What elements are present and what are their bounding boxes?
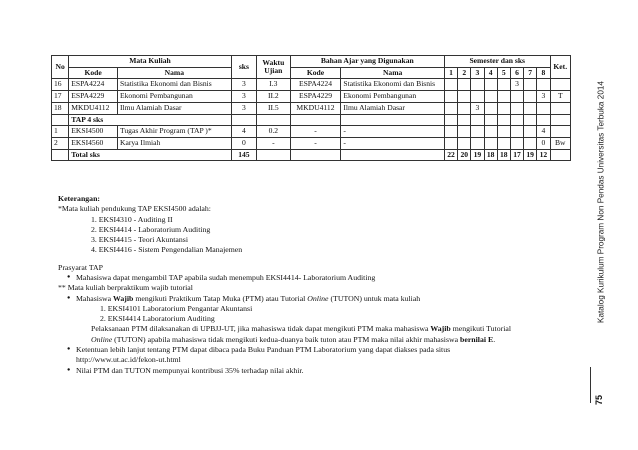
pendukung-item: 1. EKSI4310 - Auditing II xyxy=(91,214,173,224)
cell-sks: 4 xyxy=(231,126,256,138)
cell-sem-8: 0 xyxy=(537,138,550,150)
cell-sem-1 xyxy=(444,79,457,91)
cell-sem-3 xyxy=(471,126,484,138)
cell-ba-nama: Ilmu Alamiah Dasar xyxy=(341,102,445,114)
cell-blank xyxy=(52,114,69,126)
cell-sem-6 xyxy=(510,102,523,114)
cell-sem-2 xyxy=(458,138,471,150)
cell-blank xyxy=(52,149,69,161)
cell-kode: ESPA4224 xyxy=(69,79,118,91)
cell-no: 17 xyxy=(52,91,69,103)
cell-sem-2 xyxy=(458,102,471,114)
cell-sem-5 xyxy=(497,126,510,138)
header-sem-8: 8 xyxy=(537,67,550,79)
praktikum-item: 2. EKSI4414 Laboratorium Auditing xyxy=(100,314,215,324)
cell-ba-kode: - xyxy=(290,126,341,138)
prasyarat-item: ● Mahasiswa dapat mengambil TAP apabila sudah menempuh EKSI4414- Laboratorium Auditing xyxy=(58,273,558,283)
total-sem-4: 18 xyxy=(484,149,497,161)
header-nama: Nama xyxy=(117,67,231,79)
cell-sem-8: 3 xyxy=(537,91,550,103)
cell-blank xyxy=(231,114,256,126)
pendukung-item: 2. EKSI4414 - Laboratorium Auditing xyxy=(91,224,211,234)
cell-sem-4 xyxy=(484,79,497,91)
cell-sem-7 xyxy=(524,91,537,103)
praktikum-item: 1. EKSI4101 Laboratorium Pengantar Akuntansi xyxy=(100,303,253,313)
cell-blank xyxy=(550,114,570,126)
header-ket: Ket. xyxy=(550,56,570,79)
cell-sem-7 xyxy=(524,126,537,138)
cell-blank xyxy=(290,149,341,161)
cell-no: 1 xyxy=(52,126,69,138)
total-sem-7: 19 xyxy=(524,149,537,161)
total-sem-3: 19 xyxy=(471,149,484,161)
cell-sem-4 xyxy=(484,138,497,150)
cell-sem-5 xyxy=(497,102,510,114)
header-waktu-ujian: Waktu Ujian xyxy=(257,56,291,79)
cell-blank xyxy=(257,114,291,126)
cell-sem-7 xyxy=(524,102,537,114)
cell-blank xyxy=(471,114,484,126)
header-sem-7: 7 xyxy=(524,67,537,79)
header-mata-kuliah: Mata Kuliah xyxy=(69,56,231,68)
cell-blank xyxy=(257,149,291,161)
cell-blank xyxy=(341,114,445,126)
cell-sem-6: 3 xyxy=(510,79,523,91)
cell-ba-kode: ESPA4229 xyxy=(290,91,341,103)
header-sem-6: 6 xyxy=(510,67,523,79)
cell-sem-1 xyxy=(444,126,457,138)
cell-nama: Karya Ilmiah xyxy=(117,138,231,150)
cell-waktu: I.3 xyxy=(257,79,291,91)
header-bahan-ajar: Bahan Ajar yang Digunakan xyxy=(290,56,444,68)
cell-sem-1 xyxy=(444,91,457,103)
notes-section xyxy=(58,194,558,376)
tap-row xyxy=(52,138,571,150)
total-sem-5: 18 xyxy=(497,149,510,161)
cell-blank xyxy=(510,114,523,126)
cell-waktu: - xyxy=(257,138,291,150)
header-sem-2: 2 xyxy=(458,67,471,79)
cell-sks: 3 xyxy=(231,102,256,114)
cell-no: 2 xyxy=(52,138,69,150)
cell-ket xyxy=(550,79,570,91)
cell-sem-1 xyxy=(444,102,457,114)
wajib-bullet: ● Mahasiswa Wajib mengikuti Praktikum Tatap Muka (PTM) atau Tutorial Online (TUTON) untuk mata kuliah xyxy=(58,294,558,304)
tap-title: TAP 4 sks xyxy=(69,114,231,126)
cell-blank xyxy=(537,114,550,126)
cell-ba-kode: - xyxy=(290,138,341,150)
header-kode: Kode xyxy=(69,67,118,79)
cell-waktu: 0.2 xyxy=(257,126,291,138)
total-sks: 145 xyxy=(231,149,256,161)
cell-blank xyxy=(524,114,537,126)
total-label: Total sks xyxy=(69,149,231,161)
cell-ba-nama: - xyxy=(341,138,445,150)
cell-sem-3 xyxy=(471,91,484,103)
cell-ket: T xyxy=(550,91,570,103)
cell-waktu: II.5 xyxy=(257,102,291,114)
cell-nama: Ekonomi Pembangunan xyxy=(117,91,231,103)
cell-sem-4 xyxy=(484,126,497,138)
cell-nama: Statistika Ekonomi dan Bisnis xyxy=(117,79,231,91)
cell-ba-nama: Ekonomi Pembangunan xyxy=(341,91,445,103)
cell-blank xyxy=(341,149,445,161)
total-sem-8: 12 xyxy=(537,149,550,161)
cell-ba-kode: MKDU4112 xyxy=(290,102,341,114)
cell-sem-6 xyxy=(510,138,523,150)
cell-blank xyxy=(497,114,510,126)
cell-sem-3 xyxy=(471,79,484,91)
header-sem-5: 5 xyxy=(497,67,510,79)
tap-row xyxy=(52,126,571,138)
header-no: No xyxy=(52,56,69,79)
total-sem-6: 17 xyxy=(510,149,523,161)
cell-blank xyxy=(458,114,471,126)
ketentuan-bullet: ● Ketentuan lebih lanjut tentang PTM dapat dibaca pada Buku Panduan PTM Laboratorium yang dapat diakses pada situs http://www.ut.ac.id/fekon-ut.html xyxy=(58,345,558,366)
catalog-sidebar xyxy=(590,0,612,404)
tap-section-row xyxy=(52,114,571,126)
cell-sem-4 xyxy=(484,91,497,103)
cell-sem-8 xyxy=(537,102,550,114)
cell-sks: 3 xyxy=(231,91,256,103)
cell-sem-2 xyxy=(458,79,471,91)
cell-sem-6 xyxy=(510,91,523,103)
total-sem-1: 22 xyxy=(444,149,457,161)
cell-kode: ESPA4229 xyxy=(69,91,118,103)
keterangan-heading: Keterangan: xyxy=(58,194,101,203)
fekon-url: http://www.ut.ac.id/fekon-ut.html xyxy=(76,355,181,365)
cell-sem-5 xyxy=(497,138,510,150)
pelaksanaan-line2: Online (TUTON) apabila mahasiswa tidak mengikuti kedua-duanya baik tuton atau PTM maka nilai akhir mahasiswa bernilai E. xyxy=(91,334,496,344)
cell-blank xyxy=(550,149,570,161)
cell-ket xyxy=(550,102,570,114)
header-semester: Semester dan sks xyxy=(444,56,550,68)
cell-waktu: II.2 xyxy=(257,91,291,103)
header-ba-nama: Nama xyxy=(341,67,445,79)
cell-sem-1 xyxy=(444,138,457,150)
header-sem-4: 4 xyxy=(484,67,497,79)
cell-blank xyxy=(290,114,341,126)
cell-sks: 0 xyxy=(231,138,256,150)
curriculum-table xyxy=(51,55,571,161)
cell-blank xyxy=(444,114,457,126)
header-sem-3: 3 xyxy=(471,67,484,79)
cell-ba-nama: Statistika Ekonomi dan Bisnis xyxy=(341,79,445,91)
cell-sem-8: 4 xyxy=(537,126,550,138)
pendukung-intro: *Mata kuliah pendukung TAP EKSI4500 adalah: xyxy=(58,204,211,214)
cell-sem-5 xyxy=(497,91,510,103)
cell-ba-nama: - xyxy=(341,126,445,138)
cell-blank xyxy=(484,114,497,126)
nilai-bullet: ● Nilai PTM dan TUTON mempunyai kontribusi 35% terhadap nilai akhir. xyxy=(58,366,558,376)
cell-sks: 3 xyxy=(231,79,256,91)
header-row-bottom xyxy=(52,67,571,79)
cell-sem-7 xyxy=(524,138,537,150)
cell-ba-kode: ESPA4224 xyxy=(290,79,341,91)
pelaksanaan-line1: Pelaksanaan PTM dilaksanakan di UPBJJ-UT, jika mahasiswa tidak dapat mengikuti PTM maka mahasiswa Wajib mengikuti Tutorial xyxy=(91,324,511,334)
cell-kode: MKDU4112 xyxy=(69,102,118,114)
header-sem-1: 1 xyxy=(444,67,457,79)
table-row xyxy=(52,102,571,114)
cell-nama: Tugas Akhir Program (TAP )* xyxy=(117,126,231,138)
cell-sem-3 xyxy=(471,138,484,150)
pendukung-item: 4. EKSI4416 - Sistem Pengendalian Manajemen xyxy=(91,245,243,255)
cell-sem-3: 3 xyxy=(471,102,484,114)
cell-sem-2 xyxy=(458,126,471,138)
cell-ket: Bw xyxy=(550,138,570,150)
cell-sem-8 xyxy=(537,79,550,91)
page-number: 75 xyxy=(594,394,604,406)
pendukung-item: 3. EKSI4415 - Teori Akuntansi xyxy=(91,235,188,245)
cell-sem-6 xyxy=(510,126,523,138)
cell-no: 16 xyxy=(52,79,69,91)
cell-sem-4 xyxy=(484,102,497,114)
header-row-top xyxy=(52,56,571,68)
cell-sem-2 xyxy=(458,91,471,103)
cell-sem-7 xyxy=(524,79,537,91)
table-row xyxy=(52,79,571,91)
cell-kode: EKSI4500 xyxy=(69,126,118,138)
catalog-title: Katalog Kurikulum Program Non Pendas Universitas Terbuka 2014 xyxy=(596,81,606,323)
cell-ket xyxy=(550,126,570,138)
prasyarat-heading: Prasyarat TAP xyxy=(58,262,103,272)
header-ba-kode: Kode xyxy=(290,67,341,79)
total-sem-2: 20 xyxy=(458,149,471,161)
cell-nama: Ilmu Alamiah Dasar xyxy=(117,102,231,114)
total-row xyxy=(52,149,571,161)
cell-sem-5 xyxy=(497,79,510,91)
header-sks: sks xyxy=(231,56,256,79)
table-row xyxy=(52,91,571,103)
praktikum-heading: ** Mata kuliah berpraktikum wajib tutorial xyxy=(58,283,193,293)
cell-no: 18 xyxy=(52,102,69,114)
cell-kode: EKSI4560 xyxy=(69,138,118,150)
